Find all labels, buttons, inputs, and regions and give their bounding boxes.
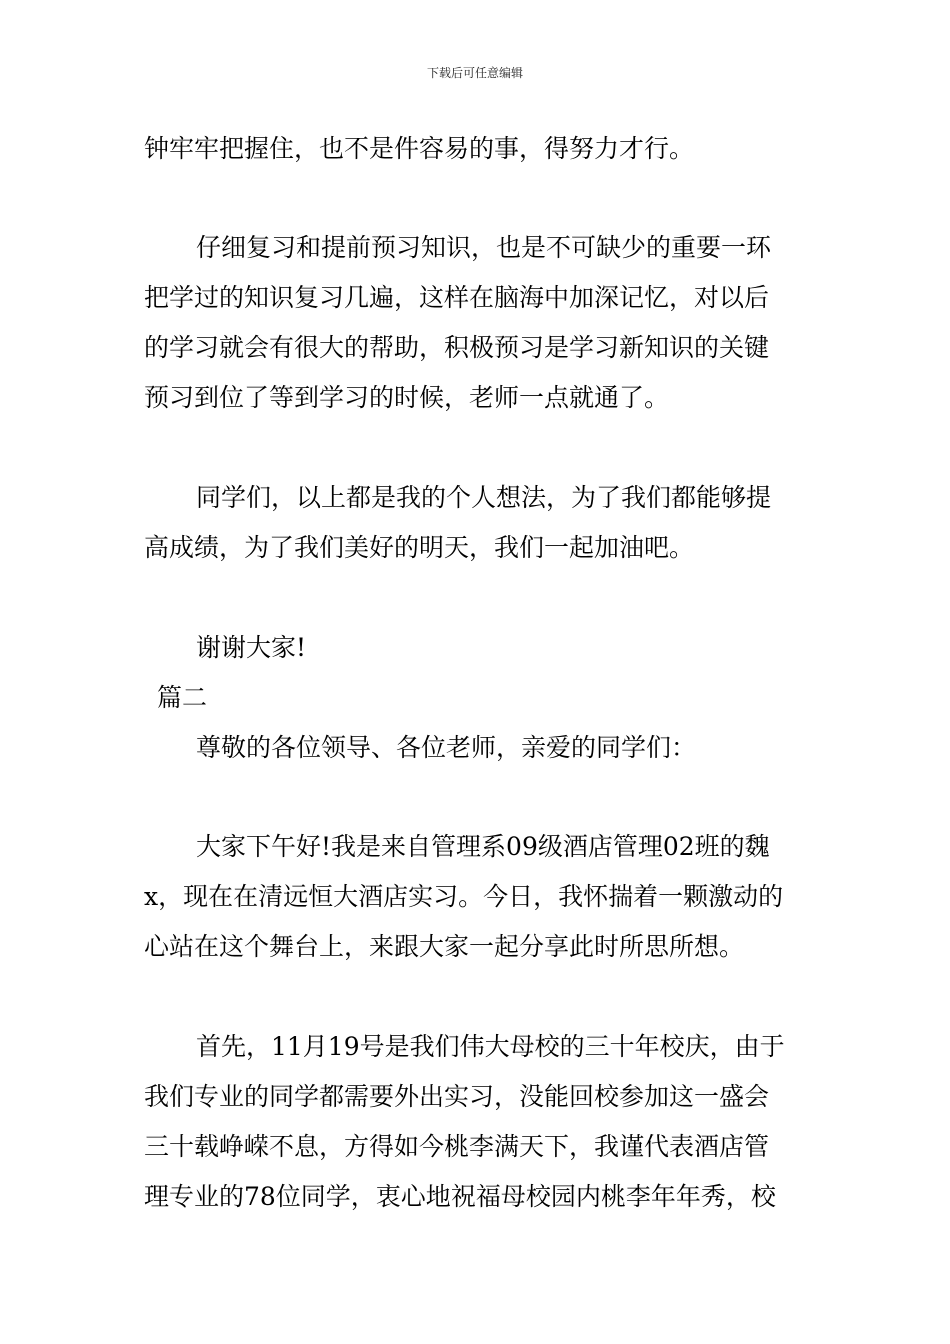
body-line: 谢谢大家! xyxy=(196,633,307,662)
page-header: 下载后可任意编辑 xyxy=(426,66,523,80)
body-line: 同学们，以上都是我的个人想法，为了我们都能够提 xyxy=(196,483,772,512)
body-line: 大家下午好!我是来自管理系09级酒店管理02班的魏 xyxy=(196,832,770,861)
body-line: 高成绩，为了我们美好的明天，我们一起加油吧。 xyxy=(144,533,695,562)
body-line: 首先，11月19号是我们伟大母校的三十年校庆，由于 xyxy=(196,1032,785,1061)
body-line: 的学习就会有很大的帮助，积极预习是学习新知识的关键 xyxy=(144,333,770,362)
body-line: 心站在这个舞台上，来跟大家一起分享此时所思所想。 xyxy=(144,932,745,961)
body-line: 三十载峥嵘不息，方得如今桃李满天下，我谨代表酒店管 xyxy=(144,1132,770,1161)
section-heading: 篇二 xyxy=(157,683,208,712)
body-line: 尊敬的各位领导、各位老师，亲爱的同学们： xyxy=(196,733,697,762)
body-line: 我们专业的同学都需要外出实习，没能回校参加这一盛会 xyxy=(144,1082,770,1111)
body-line: 预习到位了等到学习的时候，老师一点就通了。 xyxy=(144,383,670,412)
body-line: 钟牢牢把握住，也不是件容易的事，得努力才行。 xyxy=(144,134,695,163)
body-line: x，现在在清远恒大酒店实习。今日，我怀揣着一颗激动的 xyxy=(144,882,784,911)
body-line: 把学过的知识复习几遍，这样在脑海中加深记忆，对以后 xyxy=(144,283,770,312)
body-line: 理专业的78位同学，衷心地祝福母校园内桃李年年秀，校 xyxy=(144,1182,776,1211)
body-line: 仔细复习和提前预习知识，也是不可缺少的重要一环 xyxy=(196,233,772,262)
